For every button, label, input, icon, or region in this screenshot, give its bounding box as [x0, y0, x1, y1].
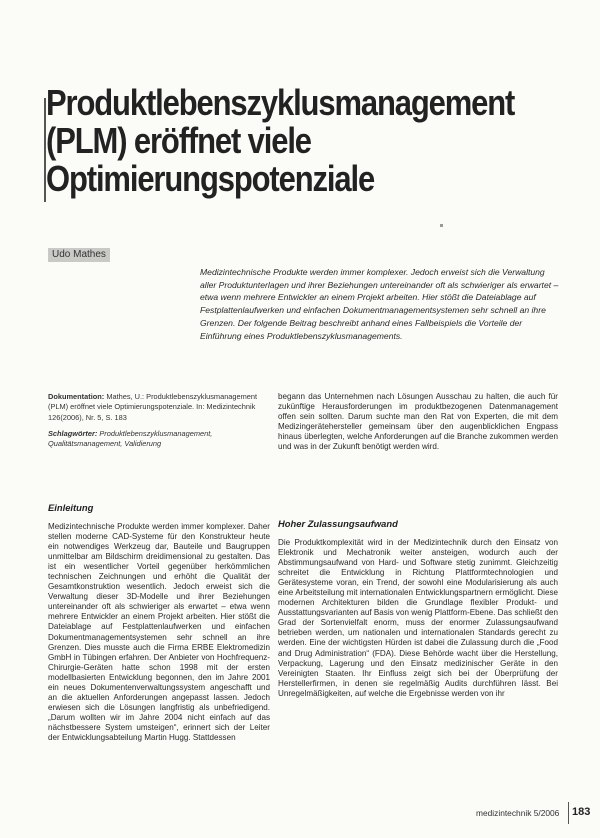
author-badge: Udo Mathes: [48, 248, 110, 262]
page-number: 183: [572, 806, 591, 818]
documentation-block: [48, 392, 263, 449]
title-line-3: Optimierungspotenziale: [46, 158, 375, 199]
documentation-text: Mathes, U.: Produktlebenszyklusmanagement (PLM) eröffnet viele Optimierungspotenziale. In: Medizintechnik 126(2006), Nr. 5, S. 183: [48, 392, 258, 422]
article-title: [46, 82, 515, 199]
title-line-1: Produktlebenszyklusmanagement: [46, 82, 515, 123]
footer-divider: [568, 802, 569, 824]
keywords-entry: [48, 429, 263, 450]
body-column-left: Medizintechnische Produkte werden immer komplexer. Daher stellen moderne CAD-Systeme für den Konstrukteur heute ein notwendiges Werkzeug dar, Bauteile und Baugruppen unmittelbar am Bildschirm dreidimensional zu gestalten. Das ist ein wesentlicher Vorteil gegenüber herkömmlichen technischen Zeichnungen und erhöht die Qualität der Gesamtkonstruktion wesentlich. Jedoch erweist sich die Verwaltung dieser 3D-Modelle und ihrer Beziehungen untereinander oft als schwieriger als erwartet – etwa wenn mehrere Entwickler an einem Projekt arbeiten. Hier stößt die Dateiablage auf Festplattenlaufwerken und einfachen Dokumentmanagementsystemen sehr schnell an ihre Grenzen. Dies musste auch die Firma ERBE Elektromedizin GmbH in Tübingen erfahren. Der Anbieter von Hochfrequenz-Chirurgie-Geräten hatte schon 1998 mit der ersten modellbasierten Entwicklung begonnen, den im Jahre 2001 ein neues Dokumentenverwaltungssystem angeschafft und an die aktuellen Anforderungen angepasst lassen. Jedoch erwiesen sich die Lösungen langfristig als unbefriedigend. „Darum wollten wir im Jahre 2004 nicht einfach auf das nächstbessere System umsteigen“, erinnert sich der Leiter der Entwicklungsabteilung Martin Hugg. Stattdessen: [48, 522, 270, 742]
body-column-right: Die Produktkomplexität wird in der Medizintechnik durch den Einsatz von Elektronik und Mechatronik weiter ansteigen, wodurch auch der Abstimmungsaufwand von Hard- und Software stetig zunimmt. Gleichzeitig schreitet die Entwicklung in Richtung Plattformtechnologien und Gerätesysteme voran, ein Trend, der sowohl eine Modularisierung als auch eine Arbeitsteilung mit internationalen Entwicklungspartnern ermöglicht. Diese modernen Architekturen bilden die Grundlage flexibler Produkt- und Ausstattungsvarianten auf Basis von wenig Plattform-Ebene. Das schließt den Grad der Sortenvielfalt enorm, muss der enormer Zulassungsaufwand betrieben werden, um nationalen und internationalen Standards gerecht zu werden. Eine der wichtigsten Hürden ist dabei die Zulassung durch die „Food and Drug Administration“ (FDA). Diese Behörde wacht über die Herstellung, Verpackung, Lagerung und den Einsatz medizinischer Geräte in den Vereinigten Staaten. Ihr Einfluss zeigt sich bei der Überprüfung der Herstellerfirmen, in denen sie regelmäßig Audits durchführen lässt. Bei Unregelmäßigkeiten, auf welche die Ergebnisse werden von ihr: [278, 538, 558, 698]
title-line-2: (PLM) eröffnet viele: [46, 120, 311, 161]
keywords-label: Schlagwörter:: [48, 428, 98, 438]
documentation-entry: [48, 392, 263, 423]
section-heading-approval: Hoher Zulassungsaufwand: [278, 518, 398, 529]
print-mark: [440, 224, 443, 227]
body-column-right-top: begann das Unternehmen nach Lösungen Ausschau zu halten, die auch für zukünftige Herausforderungen im produktbezogenen Datenmanagement offen sein sollten. Darum suchte man den Rat von Experten, die mit dem Medizingerätehersteller gemeinsam über den augenblicklichen Engpass hinaus überlegten, welche Anforderungen auf die Branche zukommen werden und was in der Zukunft benötigt werden wird.: [278, 392, 558, 452]
keywords-text: Produktlebenszyklusmanagement, Qualitätsmanagement, Validierung: [48, 428, 213, 449]
documentation-label: Dokumentation:: [48, 392, 105, 401]
lead-paragraph: Medizintechnische Produkte werden immer komplexer. Jedoch erweist sich die Verwaltung aller Produktunterlagen und ihrer Beziehungen untereinander oft als schwieriger als erwartet – etwa wenn mehrere Entwickler an einem Projekt arbeiten. Hier stößt die Dateiablage auf Festplattenlaufwerken und einfachen Dokumentmanagementsystemen sehr schnell an ihre Grenzen. Der folgende Beitrag beschreibt anhand eines Fallbeispiels die Vorteile der Einführung eines Produktlebenszyklusmanagements.: [200, 267, 559, 341]
journal-footer: medizintechnik 5/2006: [476, 808, 560, 818]
section-heading-intro: Einleitung: [48, 502, 94, 513]
